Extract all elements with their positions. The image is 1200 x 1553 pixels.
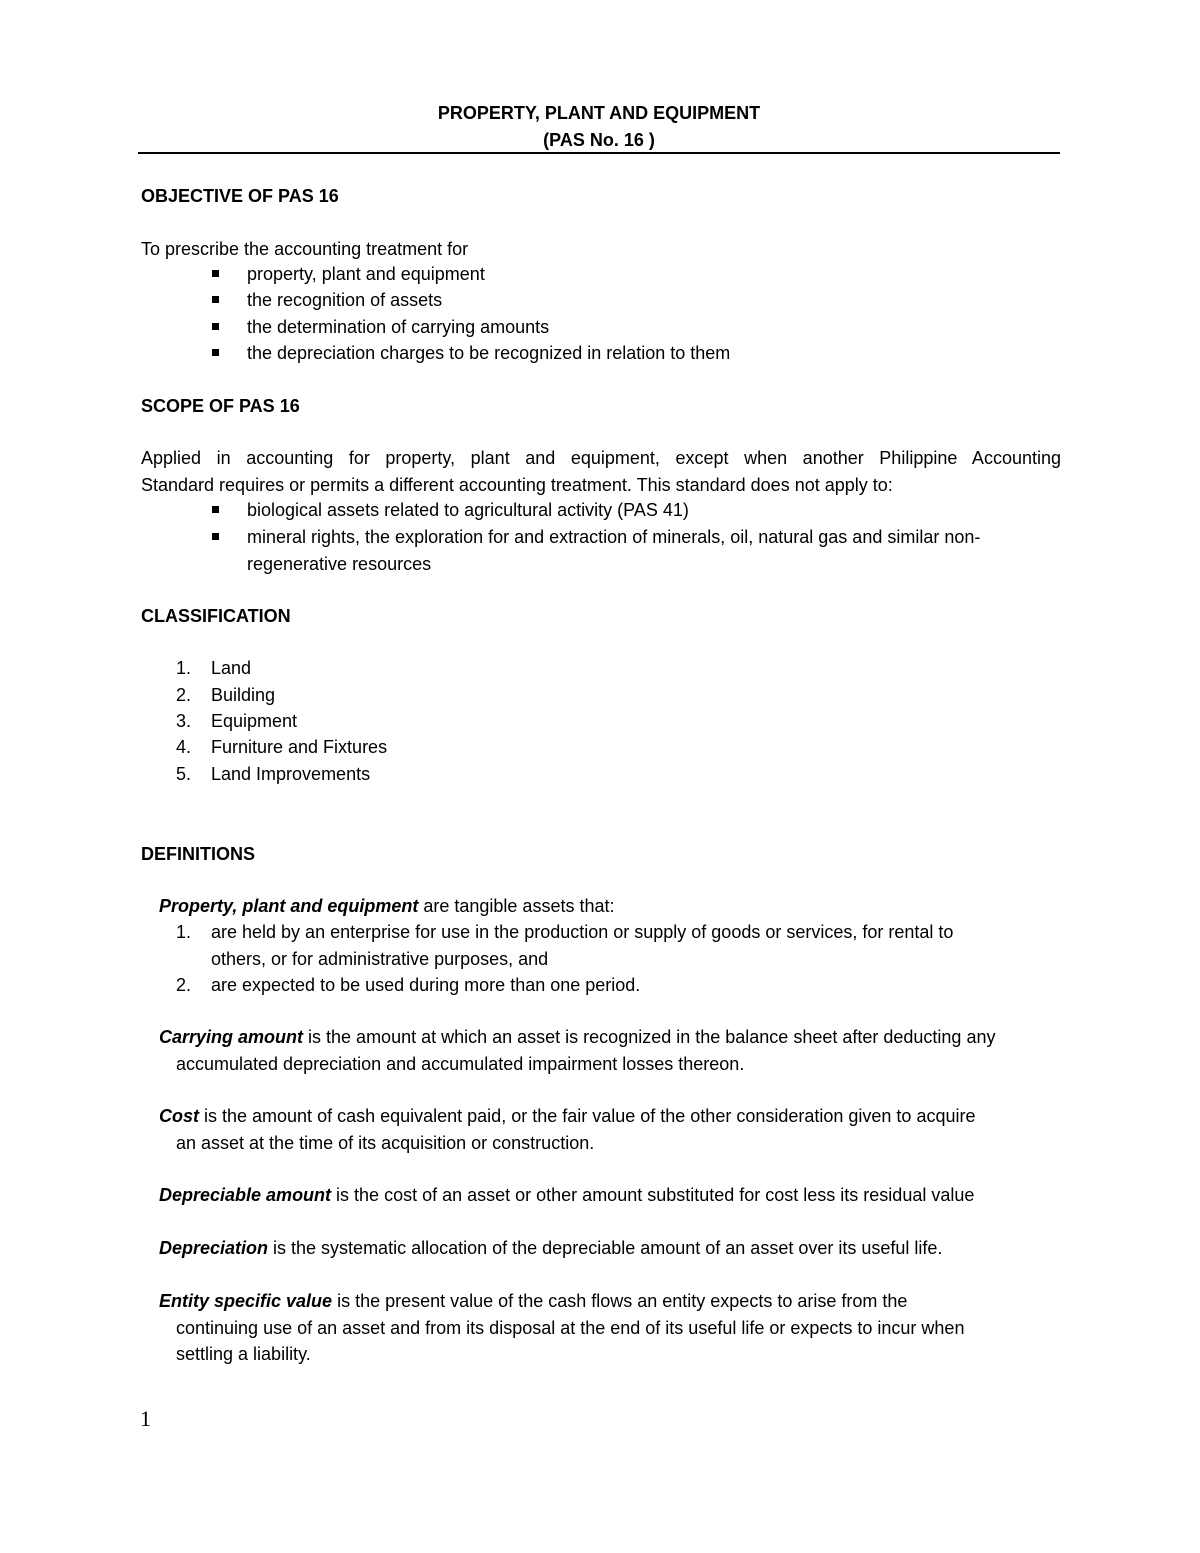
definition-term: Cost [159, 1106, 199, 1126]
classification-number: 2. [176, 685, 192, 705]
definition-entity-line2: continuing use of an asset and from its disposal at the end of its useful life or expects to incur when [176, 1318, 965, 1338]
bullet-square-icon [212, 506, 219, 513]
objective-heading: OBJECTIVE OF PAS 16 [141, 186, 339, 206]
definition-term: Carrying amount [159, 1027, 304, 1047]
definition-cost-line2: an asset at the time of its acquisition or construction. [176, 1133, 595, 1153]
objective-bullet-3: the determination of carrying amounts [247, 317, 550, 337]
definition-entity-specific-value [159, 1288, 907, 1314]
bullet-square-icon [212, 349, 219, 356]
objective-bullet-4: the depreciation charges to be recognized in relation to them [247, 343, 731, 363]
classification-item-equipment: Equipment [211, 711, 298, 731]
scope-heading: SCOPE OF PAS 16 [141, 396, 300, 416]
definition-text: is the amount of cash equivalent paid, or the fair value of the other consideration given to acquire [199, 1106, 976, 1126]
definition-term: Depreciation [159, 1238, 269, 1258]
definition-cost [159, 1103, 975, 1129]
scope-bullet-2-line2: regenerative resources [247, 554, 432, 574]
classification-heading: CLASSIFICATION [141, 606, 291, 626]
classification-item-furniture: Furniture and Fixtures [211, 737, 388, 757]
scope-bullet-1: biological assets related to agricultural activity (PAS 41) [247, 500, 689, 520]
definition-ppe-item1-line2: others, or for administrative purposes, and [211, 949, 549, 969]
document-title: PROPERTY, PLANT AND EQUIPMENT [437, 103, 761, 123]
page-number: 1 [140, 1406, 151, 1431]
definition-number: 2. [176, 975, 192, 995]
definition-text: is the present value of the cash flows an entity expects to arise from the [332, 1291, 908, 1311]
definition-text: are tangible assets that: [418, 896, 615, 916]
classification-number: 1. [176, 658, 192, 678]
scope-para-line2: Standard requires or permits a different accounting treatment. This standard does not apply to: [141, 475, 893, 495]
classification-number: 4. [176, 737, 192, 757]
definition-term: Property, plant and equipment [159, 896, 419, 916]
classification-item-building: Building [211, 685, 276, 705]
bullet-square-icon [212, 323, 219, 330]
scope-bullet-2-line1: mineral rights, the exploration for and extraction of minerals, oil, natural gas and similar non- [247, 527, 981, 547]
definition-text: is the amount at which an asset is recognized in the balance sheet after deducting any [303, 1027, 996, 1047]
objective-intro: To prescribe the accounting treatment for [141, 239, 469, 259]
definition-depreciable-amount [159, 1182, 974, 1208]
scope-para-line1: Applied in accounting for property, plant and equipment, except when another Philippine Accounting [141, 448, 1061, 468]
definition-term: Depreciable amount [159, 1185, 332, 1205]
definition-depreciation [159, 1235, 942, 1261]
definition-number: 1. [176, 922, 192, 942]
classification-number: 3. [176, 711, 192, 731]
classification-number: 5. [176, 764, 192, 784]
definition-text: is the systematic allocation of the depreciable amount of an asset over its useful life. [268, 1238, 943, 1258]
bullet-square-icon [212, 296, 219, 303]
document-subtitle: (PAS No. 16 ) [543, 130, 655, 150]
objective-bullet-1: property, plant and equipment [247, 264, 485, 284]
definition-term: Entity specific value [159, 1291, 333, 1311]
definition-text: is the cost of an asset or other amount substituted for cost less its residual value [331, 1185, 975, 1205]
definition-carrying-line2: accumulated depreciation and accumulated impairment losses thereon. [176, 1054, 745, 1074]
definition-carrying-amount [159, 1024, 995, 1050]
bullet-square-icon [212, 270, 219, 277]
definition-entity-line3: settling a liability. [176, 1344, 311, 1364]
bullet-square-icon [212, 533, 219, 540]
header-rule [138, 152, 1060, 154]
definition-ppe-item2-line1: are expected to be used during more than one period. [211, 975, 641, 995]
classification-item-land-improvements: Land Improvements [211, 764, 371, 784]
objective-bullet-2: the recognition of assets [247, 290, 443, 310]
definition-ppe-item1-line1: are held by an enterprise for use in the production or supply of goods or services, for rental to [211, 922, 954, 942]
definition-ppe [159, 893, 614, 919]
classification-item-land: Land [211, 658, 252, 678]
definitions-heading: DEFINITIONS [141, 844, 256, 864]
